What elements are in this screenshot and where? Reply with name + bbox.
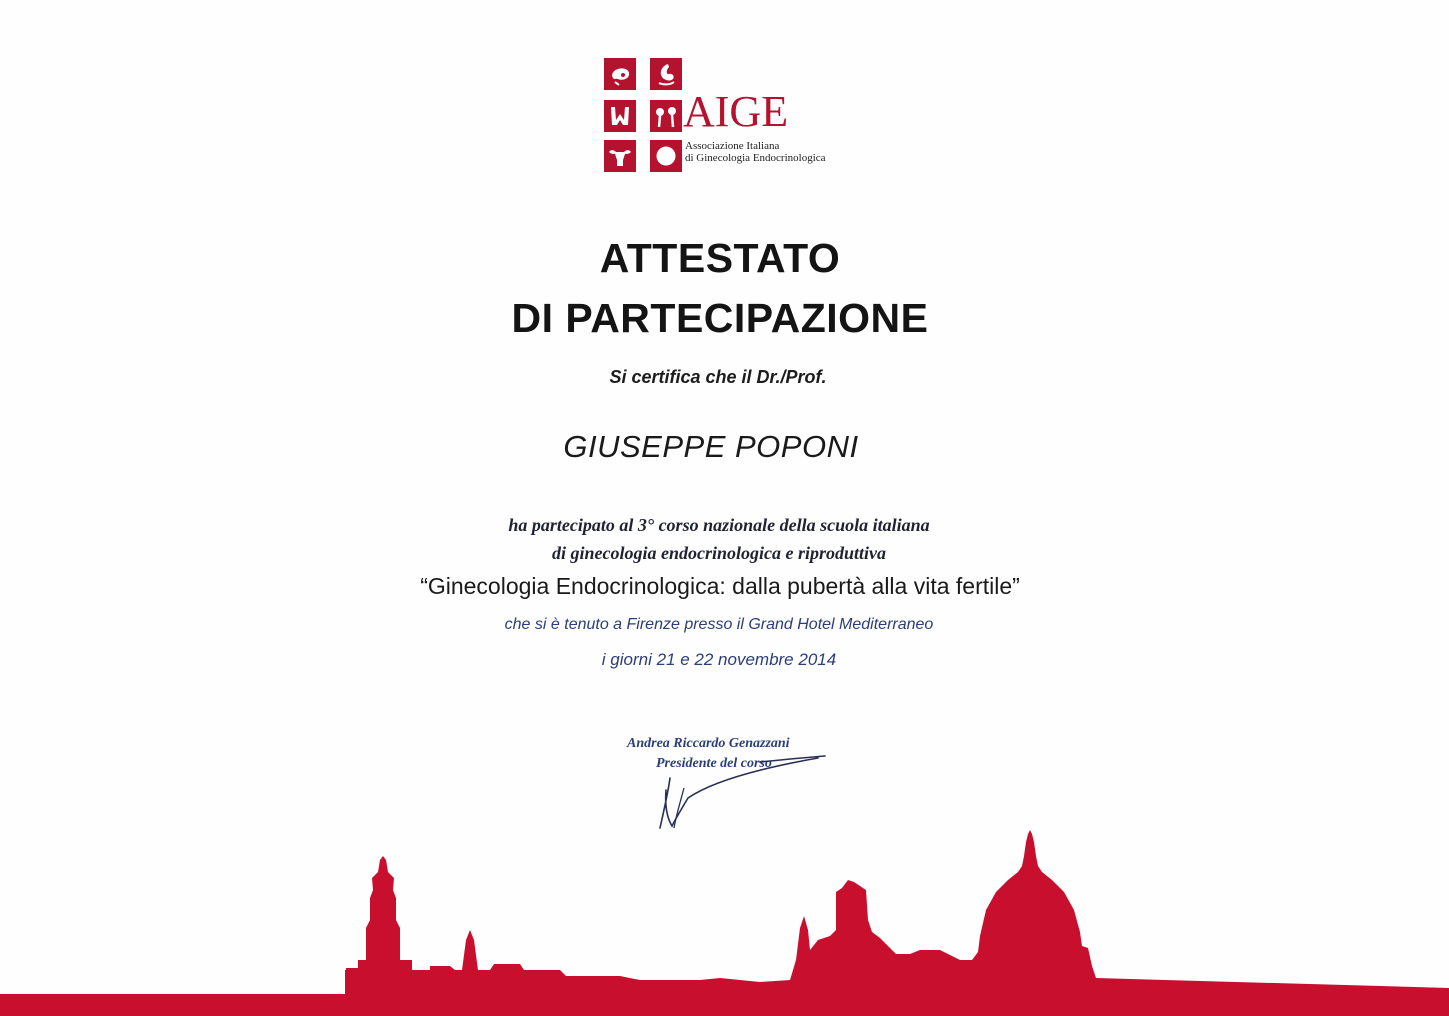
signer-name: Andrea Riccardo Genazzani	[627, 736, 790, 751]
certificate-title-line2: DI PARTECIPAZIONE	[511, 295, 929, 341]
venue-line: che si è tenuto a Firenze presso il Grand Hotel Mediterraneo	[504, 616, 934, 633]
logo-tile-grid	[602, 56, 686, 172]
certificate-title-line1: ATTESTATO	[599, 235, 841, 281]
logo-subtitle-line2: di Ginecologia Endocrinologica	[685, 152, 826, 164]
uterus-icon	[604, 140, 636, 172]
fetus-icon	[650, 58, 682, 90]
participation-line-2: di ginecologia endocrinologica e riproduttiva	[552, 543, 886, 563]
logo-wordmark: AIGE	[683, 87, 789, 136]
breast-icon	[604, 58, 636, 90]
course-title: “Ginecologia Endocrinologica: dalla pubertà alla vita fertile”	[420, 573, 1020, 599]
aige-logo	[602, 56, 842, 174]
participation-line-1: ha partecipato al 3° corso nazionale della scuola italiana	[508, 515, 930, 535]
logo-subtitle-line1: Associazione Italiana	[685, 140, 780, 152]
logo-subtitle	[685, 140, 826, 164]
thyroid-icon	[604, 100, 636, 132]
recipient-name: GIUSEPPE POPONI	[563, 429, 859, 464]
egg-cell-icon	[650, 140, 682, 172]
certify-statement: Si certifica che il Dr./Prof.	[609, 367, 827, 387]
florence-skyline-silhouette	[0, 820, 1449, 1016]
signer-role: Presidente del corso	[656, 756, 772, 771]
dates-line: i giorni 21 e 22 novembre 2014	[601, 650, 837, 669]
ovary-icon	[650, 100, 682, 132]
